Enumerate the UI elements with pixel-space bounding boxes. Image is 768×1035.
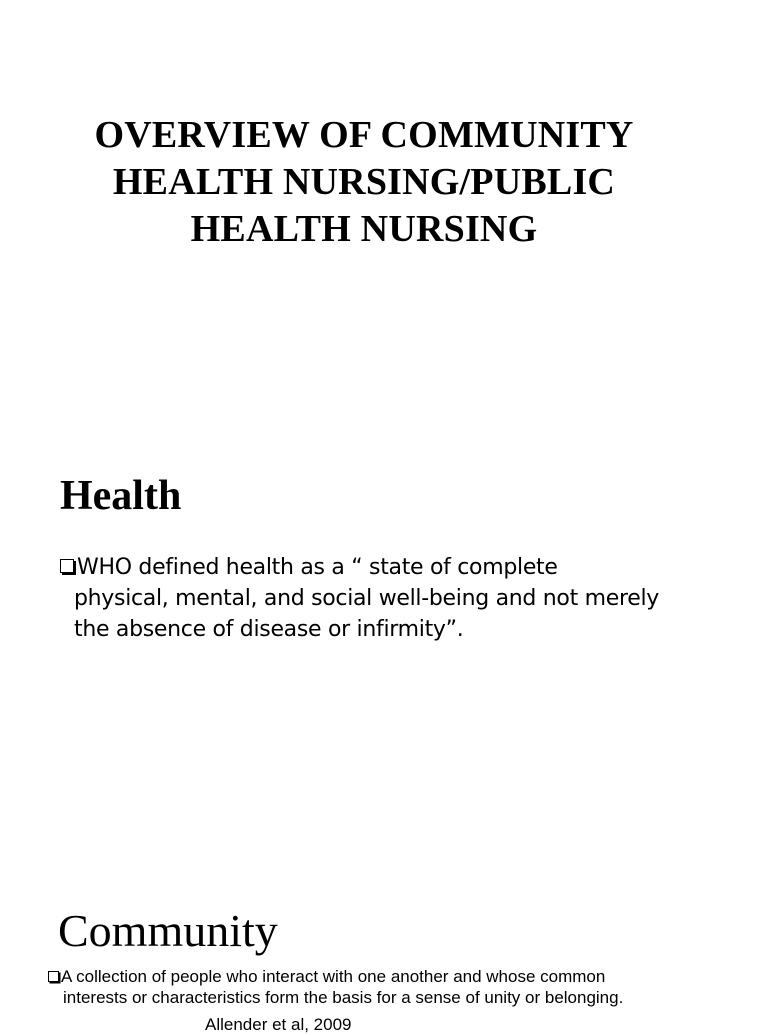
health-line-text: WHO defined health as a “ state of complete [77, 555, 558, 580]
community-line-first [48, 966, 748, 987]
health-line: the absence of disease or infirmity”. [74, 617, 464, 642]
health-line-first [60, 552, 740, 583]
citation: Allender et al, 2009 [205, 1015, 352, 1034]
community-line: interests or characteristics form the basis for a sense of unity or belonging. [63, 988, 624, 1007]
community-line-text: A collection of people who interact with one another and whose common [61, 967, 606, 986]
title-line: HEALTH NURSING [190, 208, 538, 250]
title-line: HEALTH NURSING/PUBLIC [112, 161, 616, 203]
checkbox-bullet-icon [60, 559, 74, 573]
health-definition [60, 552, 740, 645]
checkbox-bullet-icon [48, 971, 59, 982]
health-line: physical, mental, and social well-being and not merely [74, 586, 659, 611]
community-heading: Community [58, 905, 278, 956]
page-title [40, 112, 688, 253]
health-heading: Health [60, 473, 182, 519]
community-definition [48, 966, 748, 1008]
title-line: OVERVIEW OF COMMUNITY [94, 114, 634, 156]
